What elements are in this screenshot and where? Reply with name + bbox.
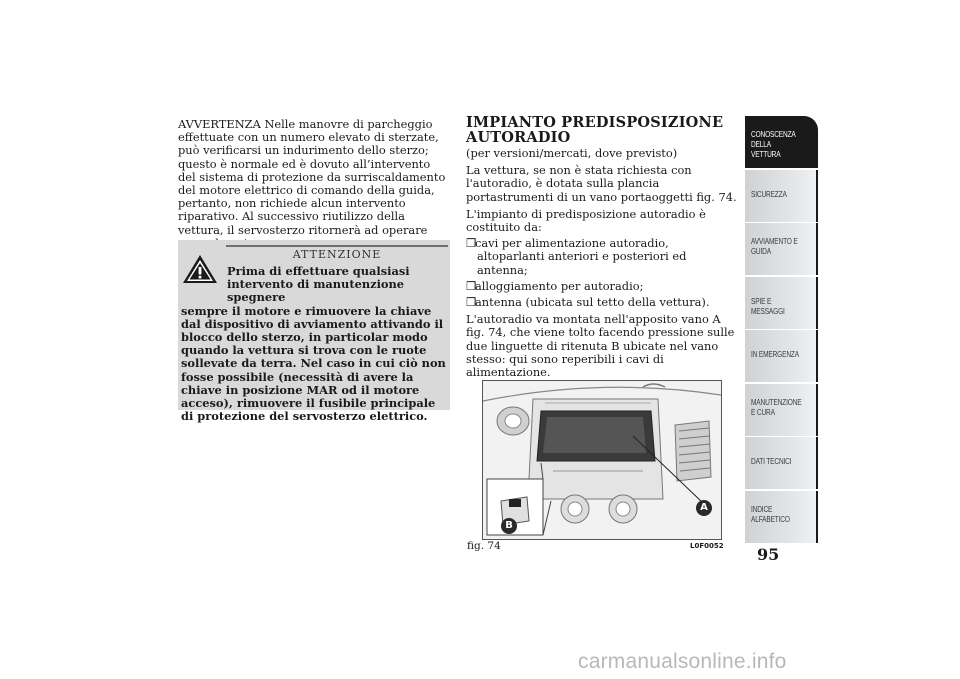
tab-spie-e-messaggi[interactable]: SPIE E MESSAGGI — [745, 277, 818, 329]
dashboard-illustration — [483, 381, 721, 539]
composition-paragraph: L'impianto di predisposizione autoradio è costituito da: — [466, 206, 706, 235]
label-b: B — [505, 520, 513, 531]
right-column — [466, 115, 738, 379]
tab-conoscenza-della-vettura[interactable]: CONOSCENZA DELLA VETTURA — [745, 116, 818, 168]
tab-in-emergenza[interactable]: IN EMERGENZA — [745, 330, 818, 382]
attention-text-lead: Prima di effettuare qualsiasi intervento di manutenzione spegnere — [227, 264, 410, 305]
figure-caption: fig. 74 — [467, 540, 501, 552]
figure-code: L0F0052 — [690, 542, 724, 550]
checkbox-bullet-icon: ❒ — [466, 295, 477, 310]
tab-manutenzione-e-cura[interactable]: MANUTENZIONE E CURA — [745, 384, 818, 436]
mounting-paragraph: L'autoradio va montata nell'apposito vano A fig. 74, che viene tolto facendo pressione sulle due linguette di ritenuta B ubicate nel vano stesso: qui sono reperibili i cavi di alimentazione. — [466, 312, 735, 380]
section-title: IMPIANTO PREDISPOSIZIONE AUTORADIO — [466, 114, 724, 146]
checkbox-bullet-icon: ❒ — [466, 278, 477, 293]
dashboard-figure — [482, 380, 722, 540]
component-list — [466, 237, 738, 309]
list-item: ❒cavi per alimentazione autoradio, altoparlanti anteriori e posteriori ed antenna; — [466, 236, 687, 277]
list-item: ❒antenna (ubicata sul tetto della vettura). — [466, 295, 710, 310]
page-number: 95 — [757, 545, 780, 564]
section-subtitle: (per versioni/mercati, dove previsto) — [466, 146, 678, 160]
attention-heading: ATTENZIONE — [226, 245, 448, 263]
avvertenza-paragraph: AVVERTENZA Nelle manovre di parcheggio effettuate con un numero elevato di sterzate, può verificarsi un indurimento dello sterzo; questo è normale ed è dovuto all’intervento del sistema di protezione da surriscaldamento del motore elettrico di comando della guida, pertanto, non richiede alcun intervento riparativo. Al successivo riutilizzo della vettura, il servosterzo ritornerà ad operare — [178, 117, 446, 237]
intro-paragraph: La vettura, se non è stata richiesta con l'autoradio, è dotata sulla plancia portastrumenti di un vano portaoggetti fig. 74. — [466, 163, 737, 204]
checkbox-bullet-icon: ❒ — [466, 236, 477, 251]
tab-avviamento-e-guida[interactable]: AVVIAMENTO E GUIDA — [745, 223, 818, 275]
left-column — [178, 118, 450, 250]
attention-text — [181, 265, 447, 423]
watermark: carmanualsonline.info — [578, 650, 787, 673]
tab-dati-tecnici[interactable]: DATI TECNICI — [745, 437, 818, 489]
list-item: ❒alloggiamento per autoradio; — [466, 278, 644, 293]
attention-text-rest: sempre il motore e rimuovere la chiave dal dispositivo di avviamento attivando il blocco dello sterzo, in particolar modo quando la vettura si trova con le ruote sollevate da terra. Nel caso in cui ciò non fosse possibile (necessità di avere la chiave in posizione MAR od il motore acceso), rimuovere il fusibile principale di protezione del servosterzo elettrico. — [181, 303, 446, 424]
attention-box — [178, 240, 450, 424]
tab-sicurezza[interactable]: SICUREZZA — [745, 170, 818, 222]
chapter-tabs — [745, 116, 818, 544]
label-a: A — [700, 502, 708, 513]
tab-indice-alfabetico[interactable]: INDICE ALFABETICO — [745, 491, 818, 543]
